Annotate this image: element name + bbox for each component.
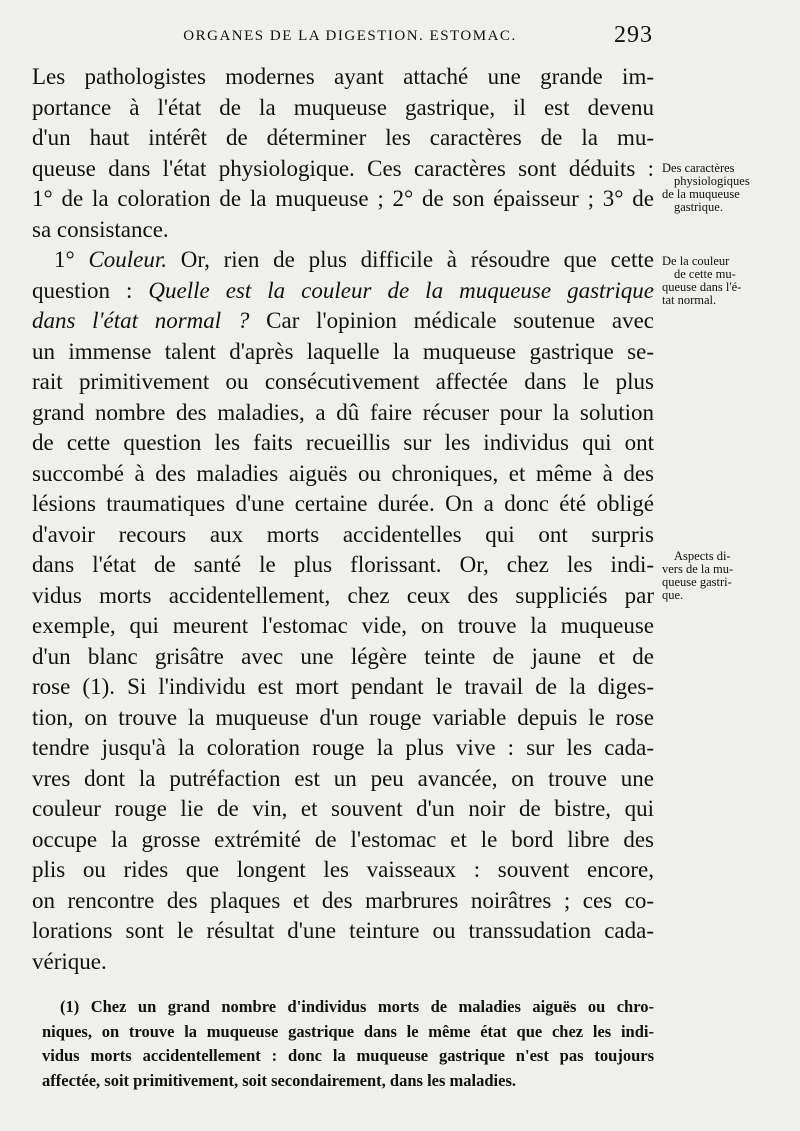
text-line: on rencontre des plaques et des marbrures noirâtres ; ces co- [32, 887, 654, 913]
text-line: queuse dans l'état physiologique. Ces caractères sont déduits : [32, 155, 654, 181]
margin-note-colour [662, 255, 792, 307]
text-line: tendre jusqu'à la coloration rouge la plus vive : sur les cada- [32, 735, 654, 760]
text-line: d'avoir recours aux morts accidentelles qui ont surpris [32, 521, 654, 547]
text-line: d'un haut intérêt de déterminer les caractères de la mu- [32, 125, 654, 150]
margin-note-line: physiologiques [674, 174, 750, 188]
running-title: ORGANES DE LA DIGESTION. ESTOMAC. [183, 28, 517, 44]
margin-note-line: de la muqueuse [662, 187, 740, 201]
text-line: occupe la grosse extrémité de l'estomac et le bord libre des [32, 826, 654, 852]
text-line: vidus morts accidentellement, chez ceux des suppliciés par [32, 582, 654, 608]
italic-question: Quelle est la couleur de la muqueuse gastrique [148, 277, 654, 303]
margin-note-line: tat normal. [662, 293, 717, 307]
text-line [32, 276, 654, 307]
text-line: lésions traumatiques d'une certaine durée. On a donc été obligé [32, 491, 654, 516]
text-line [32, 306, 654, 337]
footnote-line: niques, on trouve la muqueuse gastrique dans le même état que chez les indi- [42, 1021, 654, 1041]
text-line: rait primitivement ou consécutivement affectée dans le plus [32, 369, 654, 394]
footnote-line: vidus morts accidentellement : donc la muqueuse gastrique n'est pas toujours [42, 1046, 654, 1065]
text-line: de cette question les faits recueillis sur les individus qui ont [32, 430, 654, 455]
main-text [32, 62, 654, 977]
text-line: d'un blanc grisâtre avec une légère teinte de jaune et de [32, 643, 654, 669]
text-span: Or, rien de plus difficile à résoudre que cette [167, 247, 655, 272]
margin-note-line: Des caractères [662, 161, 735, 175]
margin-note-line: que. [662, 588, 684, 602]
text-line: plis ou rides que longent les vaisseaux : souvent encore, [32, 857, 654, 882]
section-heading-line [32, 245, 654, 276]
margin-note-line: Aspects di- [674, 549, 731, 563]
section-number: 1° [54, 247, 75, 272]
text-line: exemple, qui meurent l'estomac vide, on trouve la muqueuse [32, 613, 654, 638]
text-line: rose (1). Si l'individu est mort pendant le travail de la diges- [32, 674, 654, 699]
text-line: vres dont la putréfaction est un peu avancée, on trouve une [32, 765, 654, 791]
text-line: succombé à des maladies aiguës ou chroniques, et même à des [32, 460, 654, 486]
margin-note-line: vers de la mu- [662, 562, 734, 576]
text-line: lorations sont le résultat d'une teinture ou transsudation cada- [32, 918, 654, 943]
margin-note-line: De la couleur [662, 254, 730, 268]
margin-note-aspects [662, 550, 792, 602]
margin-note-line: de cette mu- [674, 267, 736, 281]
text-line: dans l'état de santé le plus florissant. Or, chez les indi- [32, 552, 654, 577]
footnote-line: affectée, soit primitivement, soit secondairement, dans les maladies. [42, 1070, 516, 1090]
text-line: tion, on trouve la muqueuse d'un rouge variable depuis le rose [32, 704, 654, 730]
italic-question: dans l'état normal ? [32, 308, 250, 333]
footnote-line: (1) Chez un grand nombre d'individus morts de maladies aiguës ou chro- [60, 997, 654, 1016]
text-line: portance à l'état de la muqueuse gastrique, il est devenu [32, 94, 654, 120]
page-number: 293 [614, 22, 653, 48]
section-heading: Couleur. [88, 247, 168, 272]
text-line: grand nombre des maladies, a dû faire récuser pour la solution [32, 399, 654, 425]
margin-note-line: gastrique. [674, 200, 723, 214]
margin-note-line: queuse dans l'é- [662, 280, 742, 294]
text-line: un immense talent d'après laquelle la muqueuse gastrique se- [32, 338, 654, 364]
text-line: sa consistance. [32, 216, 169, 242]
text-line: 1° de la coloration de la muqueuse ; 2° de son épaisseur ; 3° de [32, 186, 654, 211]
text-line: vérique. [32, 948, 107, 974]
margin-note-physiological [662, 162, 792, 214]
text-span: question : [32, 277, 149, 303]
margin-note-line: queuse gastri- [662, 575, 732, 589]
text-span: Car l'opinion médicale soutenue avec [249, 308, 654, 333]
text-line: Les pathologistes modernes ayant attaché une grande im- [32, 64, 654, 89]
footnote [42, 995, 654, 1093]
text-line: couleur rouge lie de vin, et souvent d'un noir de bistre, qui [32, 796, 654, 821]
